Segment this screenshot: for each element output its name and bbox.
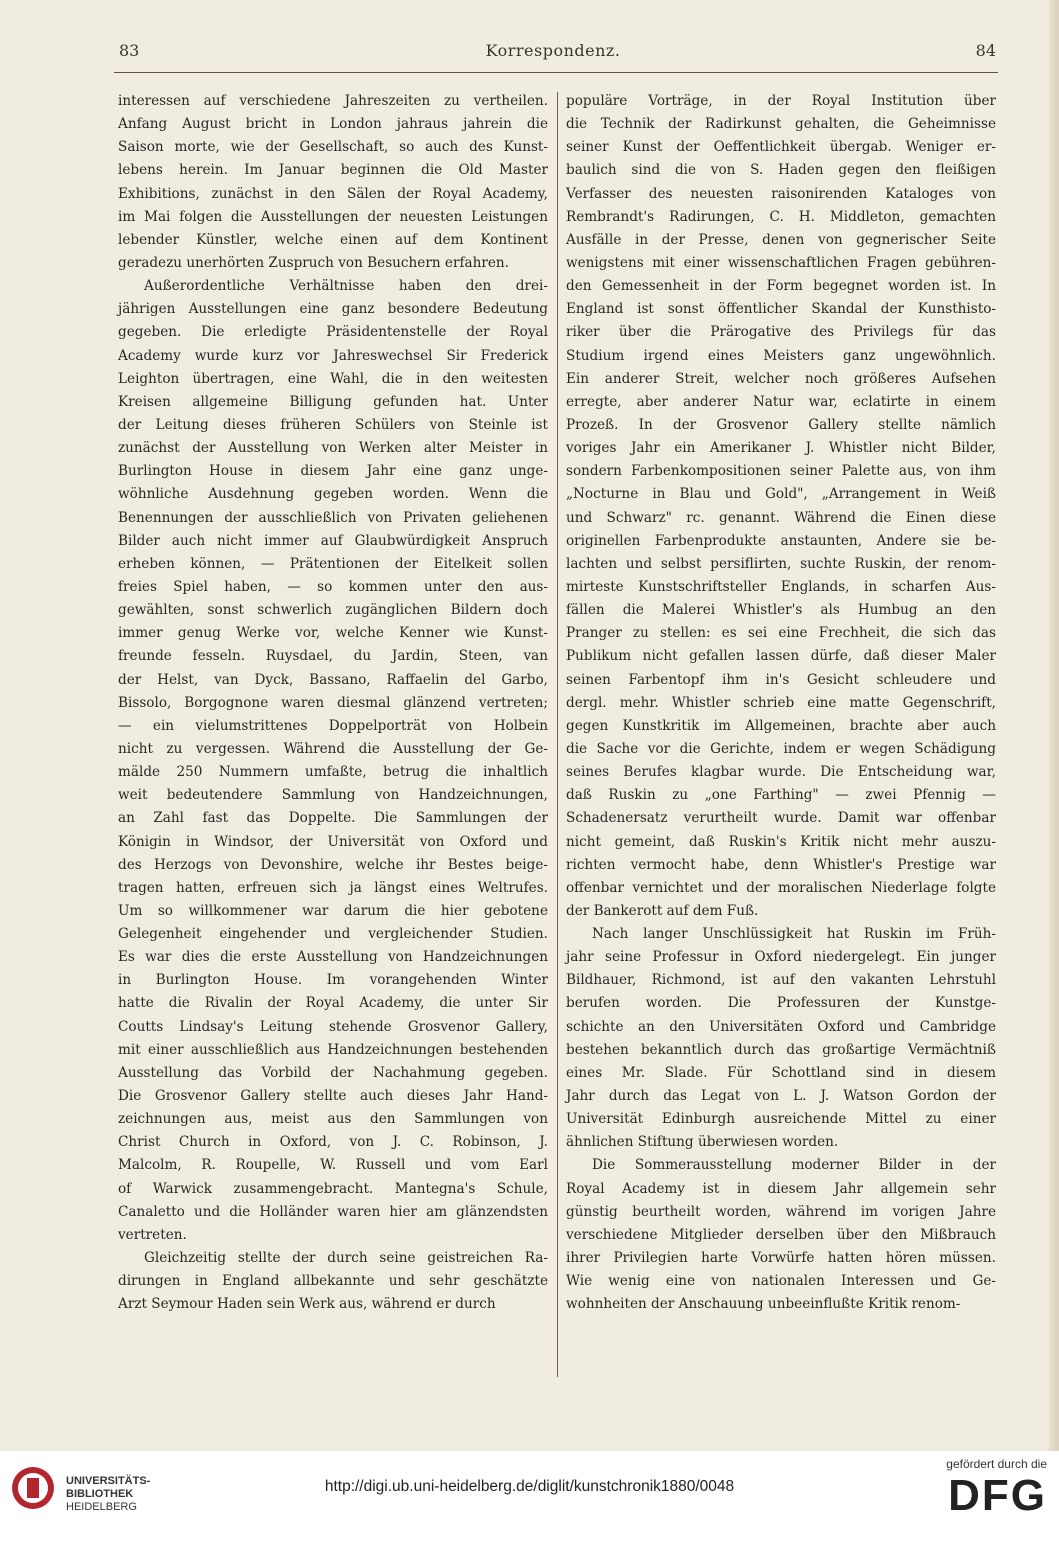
text-line: „Nocturne in Blau und Gold", „Arrangement in Weiß	[566, 486, 996, 503]
text-line: Bissolo, Borgognone waren diesmal glänzend vertreten;	[118, 694, 548, 711]
text-line: gegeben. Die erledigte Präsidentenstelle der Royal	[118, 324, 548, 341]
text-line: Burlington House in diesem Jahr eine ganz unge-	[118, 463, 548, 480]
text-line: Canaletto und die Holländer waren hier am glänzendsten	[118, 1203, 548, 1220]
dfg-wordmark: DFG	[948, 1471, 1047, 1520]
text-line: hatte die Rivalin der Royal Academy, die unter Sir	[118, 995, 548, 1012]
text-line: Bilder auch nicht immer auf Glaubwürdigkeit Anspruch	[118, 532, 548, 549]
text-line: wohnheiten der Anschauung unbeeinflußte Kritik renom-	[566, 1296, 961, 1313]
text-line: — ein vielumstrittenes Doppelporträt von Holbein	[118, 717, 548, 734]
header-rule	[114, 72, 998, 73]
text-line: seinen Farbentopf ihm in's Gesicht schleudere und	[566, 671, 996, 688]
text-line: der Helst, van Dyck, Bassano, Raffaelin del Garbo,	[118, 671, 548, 688]
text-line: Pranger zu stellen: es sei eine Frechheit, die sich das	[566, 625, 996, 642]
text-line: Arzt Seymour Haden sein Werk aus, während er durch	[118, 1296, 496, 1313]
text-line: Nach langer Unschlüssigkeit hat Ruskin im Früh-	[592, 926, 996, 943]
text-line: immer genug Werke vor, welche Kenner wie Kunst-	[118, 625, 548, 642]
text-line: der Leitung dieses früheren Schülers von Steinle ist	[118, 416, 548, 433]
text-line: Christ Church in Oxford, von J. C. Robinson, J.	[118, 1134, 548, 1151]
text-line: freunde fesseln. Ruysdael, du Jardin, Steen, van	[118, 648, 548, 665]
text-line: sondern Farbenkompositionen seiner Palette aus, von ihm	[566, 463, 996, 480]
text-line: populäre Vorträge, in der Royal Institution über	[566, 93, 996, 109]
text-line: in Burlington House. Im vorangehenden Winter	[118, 972, 548, 989]
library-name-line3: HEIDELBERG	[66, 1501, 137, 1513]
text-line: Gelegenheit eingehender und vergleichender Studien.	[118, 926, 548, 943]
text-line: of Warwick zusammengebracht. Mantegna's Schule,	[118, 1180, 548, 1197]
text-line: günstig beurtheilt worden, während im vorigen Jahre	[566, 1203, 996, 1220]
page-number-right: 84	[975, 41, 996, 60]
text-line: schichte an den Universitäten Oxford und Cambridge	[566, 1018, 996, 1035]
text-line: Kreisen allgemeine Billigung gefunden hat. Unter	[118, 393, 548, 410]
text-line: Außerordentliche Verhältnisse haben den drei-	[144, 278, 548, 295]
text-line: jahr seine Professur in Oxford niedergelegt. Ein junger	[566, 949, 996, 966]
text-line: jährigen Ausstellungen eine ganz besondere Bedeutung	[118, 301, 548, 318]
library-name-line2: BIBLIOTHEK	[66, 1488, 134, 1500]
text-line: tragen hatten, erfreuen sich ja längst eines Weltrufes.	[118, 879, 548, 896]
text-line: Gleichzeitig stellte der durch seine geistreichen Ra-	[144, 1250, 548, 1267]
text-line: Malcolm, R. Roupelle, W. Russell und vom Earl	[118, 1157, 548, 1174]
text-line: Royal Academy ist in diesem Jahr allgemein sehr	[566, 1180, 996, 1197]
text-line: mit einer ausschließlich aus Handzeichnungen bestehenden	[118, 1041, 548, 1058]
text-line: Die Grosvenor Gallery stellte auch dieses Jahr Hand-	[118, 1088, 548, 1105]
text-line: erheben können, — Prätentionen der Eitelkeit sollen	[118, 555, 548, 572]
text-line: der Bankerott auf dem Fuß.	[566, 902, 759, 919]
dfg-logo	[927, 1457, 1047, 1541]
text-line: dergl. mehr. Whistler schrieb eine matte Gegenschrift,	[566, 694, 996, 711]
library-name-line1: UNIVERSITÄTS-	[66, 1475, 151, 1487]
text-line: interessen auf verschiedene Jahreszeiten zu vertheilen.	[118, 93, 548, 109]
text-line: Benennungen der ausschließlich von Privaten geliehenen	[118, 509, 548, 526]
text-line: Jahr durch das Legat von L. J. Watson Gordon der	[566, 1088, 996, 1105]
text-line: Verfasser des neuesten raisonirenden Kataloges von	[566, 185, 996, 202]
text-line: Academy wurde kurz vor Jahreswechsel Sir Frederick	[118, 347, 548, 364]
text-line: voriges Jahr ein Amerikaner J. Whistler nicht Bilder,	[566, 440, 996, 457]
text-line: bestehen bekanntlich durch das großartige Vermächtniß	[566, 1041, 996, 1058]
text-line: zunächst der Ausstellung von Werken alter Meister in	[118, 440, 548, 457]
text-line: gegen Kunstkritik im Allgemeinen, brachte aber auch	[566, 717, 996, 734]
text-line: dirungen in England allbekannte und sehr geschätzte	[118, 1273, 548, 1290]
text-line: seines Berufes klagbar wurde. Die Entscheidung war,	[566, 764, 996, 781]
text-line: nicht gemeint, daß Ruskin's Kritik nicht mehr auszu-	[566, 833, 996, 850]
text-line: Anfang August bricht in London jahraus jahrein die	[118, 116, 548, 133]
text-line: Um so willkommener war darum die hier gebotene	[118, 902, 548, 919]
text-line: Studium irgend eines Meisters ganz ungewöhnlich.	[566, 347, 996, 364]
text-line: nicht zu vergessen. Während die Ausstellung der Ge-	[118, 740, 548, 757]
text-line: lebens herein. Im Januar beginnen die Old Master	[118, 162, 548, 179]
text-line: fällen die Malerei Whistler's als Humbug an den	[566, 602, 996, 619]
text-line: Publikum nicht gefallen lassen dürfe, daß dieser Maler	[566, 648, 996, 665]
text-line: England ist sonst öffentlicher Skandal der Kunsthisto-	[566, 301, 996, 318]
text-line: offenbar vernichtet und der moralischen Niederlage folgte	[566, 879, 996, 896]
text-line: Universität Edinburgh ausreichende Mittel zu einer	[566, 1111, 996, 1128]
page-edge-shadow	[1049, 0, 1059, 1451]
running-title: Korrespondenz.	[485, 41, 621, 60]
funded-by-caption: gefördert durch die	[946, 1457, 1047, 1471]
text-line: im Mai folgen die Ausstellungen der neuesten Leistungen	[118, 208, 548, 225]
text-line: an Zahl fast das Doppelte. Die Sammlungen der	[118, 810, 548, 827]
text-line: Ausfälle in der Presse, denen von gegnerischer Seite	[566, 231, 996, 248]
text-line: Die Sommerausstellung moderner Bilder in der	[592, 1157, 996, 1174]
text-line: ihrer Privilegien harte Vorwürfe hatten hören müssen.	[566, 1250, 996, 1267]
page-number-left: 83	[119, 41, 140, 60]
text-line: Ausstellung das Vorbild der Nachahmung gegeben.	[118, 1064, 548, 1081]
text-line: erregte, aber anderer Natur war, eclatirte in einem	[566, 393, 996, 410]
text-line: Schadenersatz verurtheilt wurde. Damit war offenbar	[566, 810, 996, 827]
text-line: weit bedeutendere Sammlung von Handzeichnungen,	[118, 787, 548, 804]
text-line: freies Spiel haben, — so kommen unter den aus-	[118, 578, 548, 595]
text-line: ähnlichen Stiftung überwiesen worden.	[566, 1134, 839, 1151]
text-line: die Technik der Radirkunst gehalten, die Geheimnisse	[566, 116, 996, 133]
text-line: daß Ruskin zu „one Farthing" — zwei Pfennig —	[566, 787, 996, 804]
text-line: Coutts Lindsay's Leitung stehende Grosvenor Gallery,	[118, 1018, 548, 1035]
running-header	[110, 41, 996, 65]
text-line: vertreten.	[118, 1226, 187, 1243]
column-divider	[557, 92, 558, 1377]
footer-bar	[0, 1451, 1059, 1545]
text-line: berufen worden. Die Professuren der Kunstge-	[566, 995, 996, 1012]
text-line: die Sache vor die Gerichte, indem er wegen Schädigung	[566, 740, 996, 757]
text-line: richten vermocht habe, denn Whistler's Prestige war	[566, 856, 996, 873]
text-line: eines Mr. Slade. Für Schottland sind in diesem	[566, 1064, 996, 1081]
text-line: geradezu unerhörten Zuspruch von Besuchern erfahren.	[118, 254, 509, 271]
text-line: des Herzogs von Devonshire, welche ihr Bestes beige-	[118, 856, 548, 873]
text-line: originellen Farbenprodukte anstaunten, Andere sie be-	[566, 532, 996, 549]
text-line: Königin in Windsor, der Universität von Oxford und	[118, 833, 548, 850]
text-line: Prozeß. In der Grosvenor Gallery stellte nämlich	[566, 416, 996, 433]
text-line: Wie wenig eine von nationalen Interessen und Ge-	[566, 1273, 996, 1290]
text-line: mälde 250 Nummern umfaßte, betrug die inhaltlich	[118, 764, 548, 781]
text-line: Leighton übertragen, eine Wahl, die in den weitesten	[118, 370, 548, 387]
left-column	[118, 90, 548, 1316]
text-line: seiner Kunst der Oeffentlichkeit übergab. Weniger er-	[566, 139, 996, 156]
text-line: Rembrandt's Radirungen, C. H. Middleton, gemachten	[566, 208, 996, 225]
text-line: Ein anderer Streit, welcher noch größeres Aufsehen	[566, 370, 996, 387]
text-line: lachten und selbst persiflirten, suchte Ruskin, der renom-	[566, 555, 996, 572]
text-line: baulich sind die von S. Haden gegen den fleißigen	[566, 162, 996, 179]
text-line: wöhnliche Ausdehnung gegeben worden. Wenn die	[118, 486, 548, 503]
text-line: riker über die Prärogative des Privilegs für das	[566, 324, 996, 341]
text-line: und Schwarz" rc. genannt. Während die Einen diese	[566, 509, 996, 526]
text-line: Es war dies die erste Ausstellung von Handzeichnungen	[118, 949, 548, 966]
text-line: wenigstens mit einer wissenschaftlichen Fragen gebühren-	[566, 254, 996, 271]
source-url[interactable]: http://digi.ub.uni-heidelberg.de/diglit/kunstchronik1880/0048	[324, 1478, 735, 1495]
text-line: den Gemessenheit in der Form begegnet worden ist. In	[566, 278, 996, 295]
text-line: Saison morte, wie der Gesellschaft, so auch des Kunst-	[118, 139, 548, 156]
right-column	[566, 90, 996, 1316]
text-line: lebender Künstler, welche einen auf dem Kontinent	[118, 231, 548, 248]
text-line: verschiedene Mitglieder derselben über den Mißbrauch	[566, 1226, 996, 1243]
text-line: Bildhauer, Richmond, ist auf den vakanten Lehrstuhl	[566, 972, 996, 989]
text-line: gewählten, sonst schwerlich zugänglichen Bildern doch	[118, 602, 548, 619]
text-line: mirteste Kunstschriftsteller Englands, in scharfen Aus-	[566, 578, 996, 595]
text-line: Exhibitions, zunächst in den Sälen der Royal Academy,	[118, 185, 548, 202]
text-line: zeichnungen aus, meist aus den Sammlungen von	[118, 1111, 548, 1128]
